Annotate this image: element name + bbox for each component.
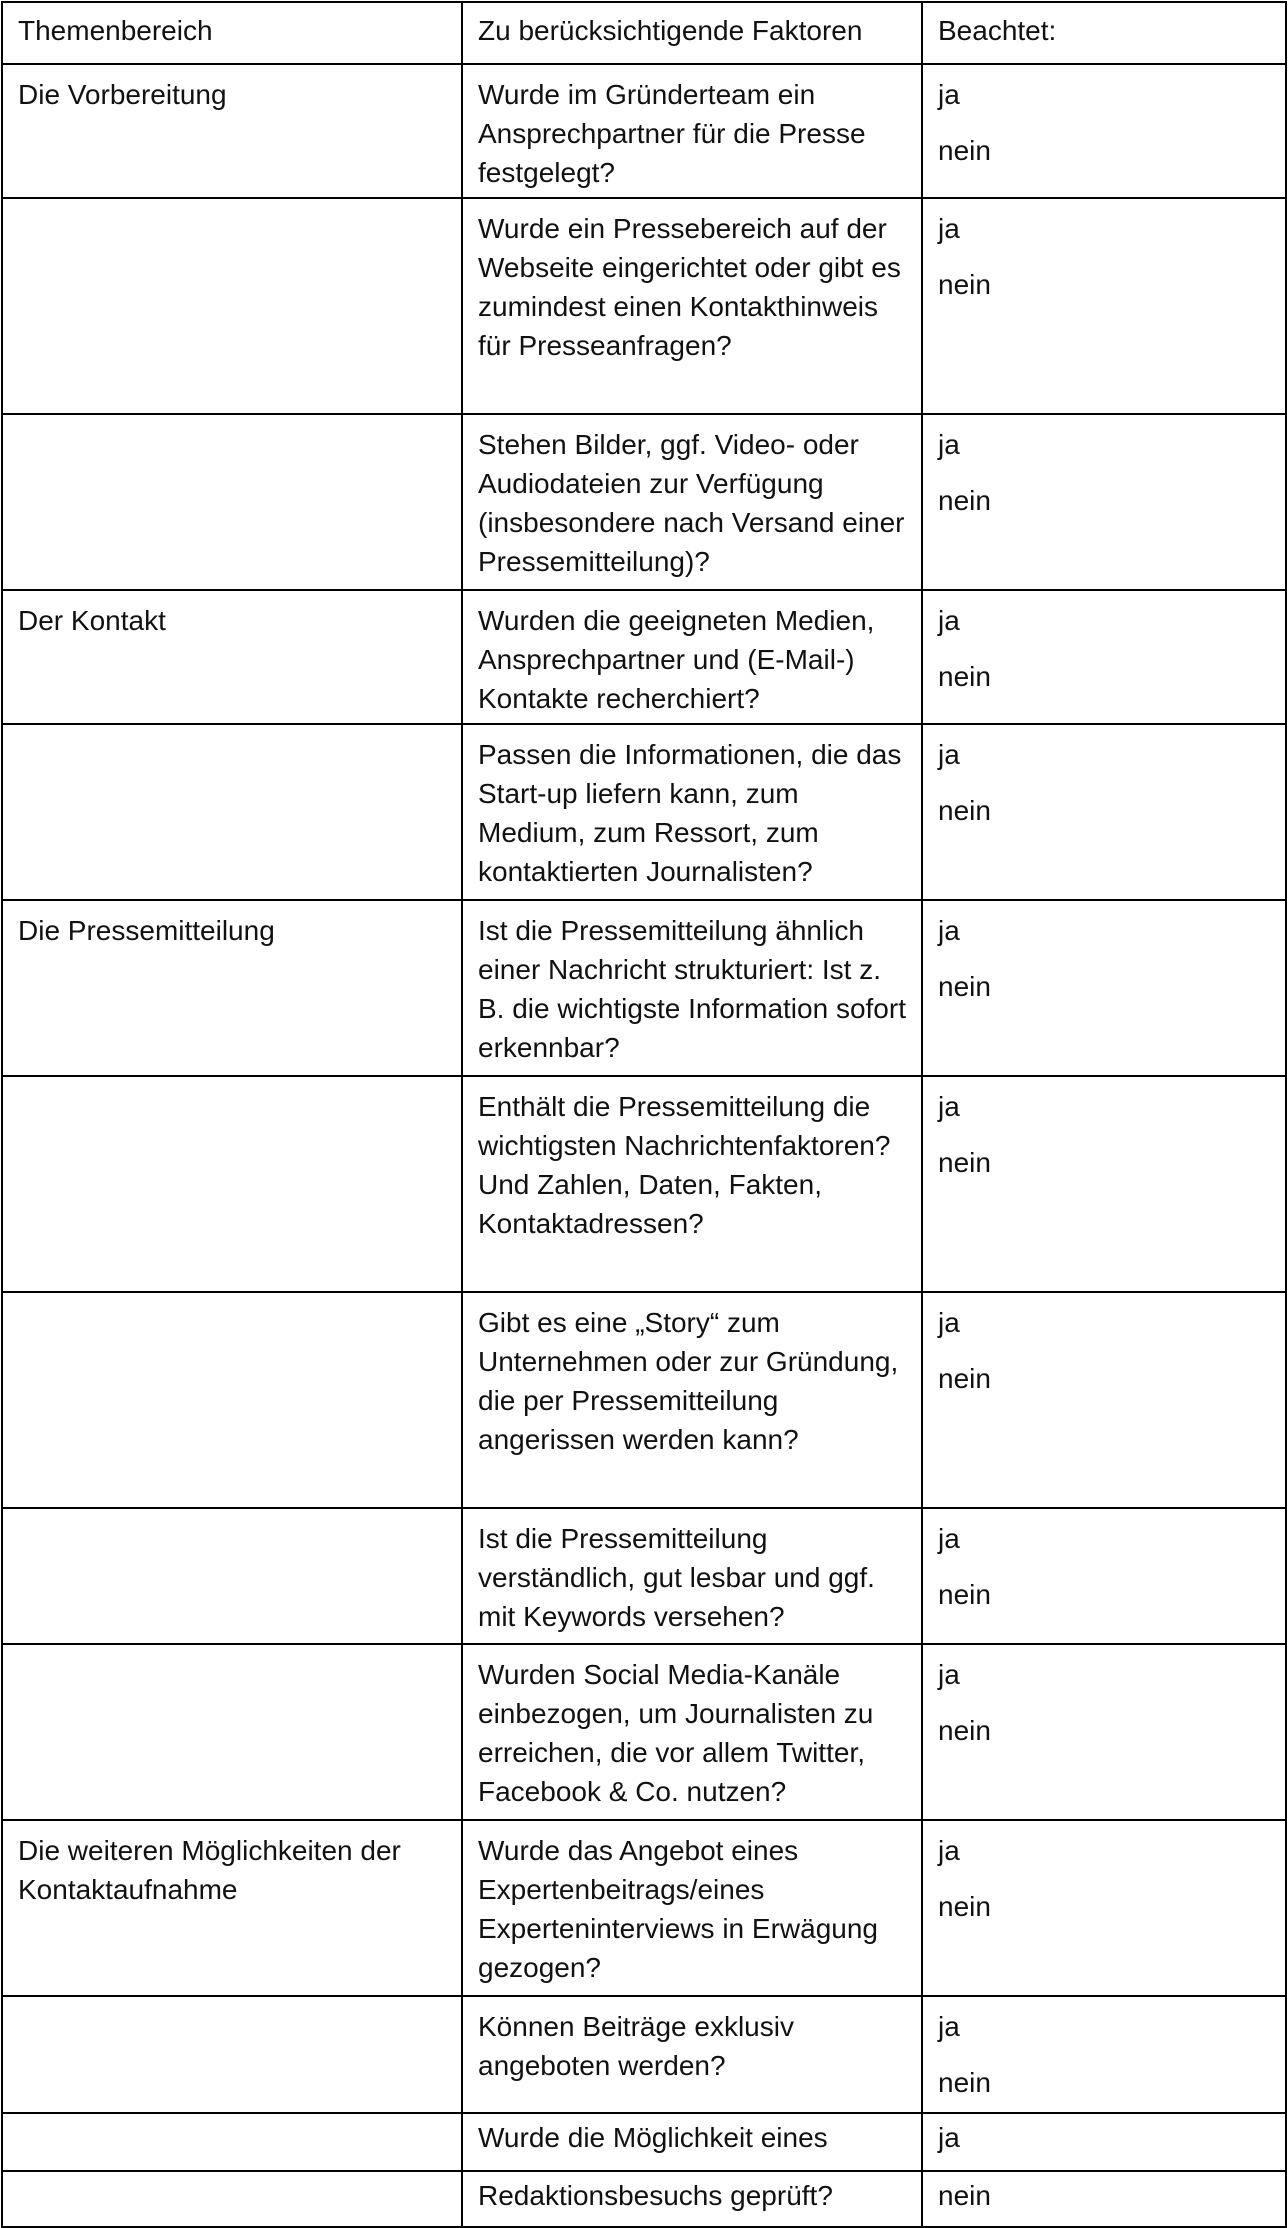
table-row bbox=[2, 900, 1286, 1076]
header-observed: Beachtet: bbox=[922, 2, 1286, 64]
factor-cell: Wurde ein Pressebereich auf der Webseite eingerichtet oder gibt es zumindest einen Kontakthinweis für Presseanfragen? bbox=[462, 198, 922, 414]
header-row bbox=[2, 2, 1286, 64]
factor-cell: Stehen Bilder, ggf. Video- oder Audiodateien zur Verfügung (insbesondere nach Versand einer Pressemitteilung)? bbox=[462, 414, 922, 590]
observed-cell bbox=[922, 1292, 1286, 1508]
factor-cell: Ist die Pressemitteilung ähnlich einer Nachricht strukturiert: Ist z. B. die wichtigste Information sofort erkennbar? bbox=[462, 900, 922, 1076]
option-no: nein bbox=[938, 1891, 991, 1922]
option-yes: ja bbox=[938, 1523, 960, 1554]
topic-cell bbox=[2, 1996, 462, 2113]
header-topic: Themenbereich bbox=[2, 2, 462, 64]
table-row bbox=[2, 198, 1286, 414]
option-no: nein bbox=[938, 485, 991, 516]
table-row bbox=[2, 64, 1286, 198]
observed-cell bbox=[922, 414, 1286, 590]
factor-cell: Enthält die Pressemitteilung die wichtigsten Nachrichtenfaktoren? Und Zahlen, Daten, Fakten, Kontaktadressen? bbox=[462, 1076, 922, 1292]
option-no: nein bbox=[938, 1147, 991, 1178]
topic-cell bbox=[2, 414, 462, 590]
observed-cell bbox=[922, 590, 1286, 724]
observed-cell bbox=[922, 1076, 1286, 1292]
press-checklist-table bbox=[1, 1, 1287, 2228]
table-row bbox=[2, 724, 1286, 900]
factor-cell: Wurden Social Media-Kanäle einbezogen, um Journalisten zu erreichen, die vor allem Twitter, Facebook & Co. nutzen? bbox=[462, 1644, 922, 1820]
header-factors: Zu berücksichtigende Faktoren bbox=[462, 2, 922, 64]
table-row bbox=[2, 1076, 1286, 1292]
option-yes: ja bbox=[938, 1307, 960, 1338]
observed-cell bbox=[922, 64, 1286, 198]
table-row bbox=[2, 414, 1286, 590]
topic-cell bbox=[2, 198, 462, 414]
table-row bbox=[2, 1644, 1286, 1820]
topic-cell bbox=[2, 1508, 462, 1644]
option-no: nein bbox=[938, 1363, 991, 1394]
observed-cell bbox=[922, 724, 1286, 900]
topic-cell bbox=[2, 1644, 462, 1820]
option-yes: ja bbox=[938, 79, 960, 110]
option-no: nein bbox=[938, 1579, 991, 1610]
table-row bbox=[2, 1508, 1286, 1644]
topic-cell bbox=[2, 724, 462, 900]
observed-cell bbox=[922, 1820, 1286, 1996]
table-row bbox=[2, 1292, 1286, 1508]
factor-cell: Wurden die geeigneten Medien, Ansprechpartner und (E-Mail-) Kontakte recherchiert? bbox=[462, 590, 922, 724]
table-row bbox=[2, 2171, 1286, 2227]
topic-cell bbox=[2, 1076, 462, 1292]
factor-cell: Wurde das Angebot eines Expertenbeitrags/eines Experteninterviews in Erwägung gezogen? bbox=[462, 1820, 922, 1996]
option-yes: ja bbox=[938, 213, 960, 244]
topic-cell bbox=[2, 2113, 462, 2171]
table-row bbox=[2, 1996, 1286, 2113]
option-yes: ja bbox=[938, 605, 960, 636]
option-yes: ja bbox=[922, 2113, 1286, 2171]
option-no: nein bbox=[938, 971, 991, 1002]
observed-cell bbox=[922, 900, 1286, 1076]
topic-cell: Die Pressemitteilung bbox=[2, 900, 462, 1076]
factor-cell: Wurde die Möglichkeit eines bbox=[462, 2113, 922, 2171]
option-no: nein bbox=[938, 795, 991, 826]
observed-cell bbox=[922, 1508, 1286, 1644]
topic-cell: Der Kontakt bbox=[2, 590, 462, 724]
table-row bbox=[2, 1820, 1286, 1996]
table-row bbox=[2, 590, 1286, 724]
topic-cell: Die weiteren Möglichkeiten der Kontaktaufnahme bbox=[2, 1820, 462, 1996]
topic-cell: Die Vorbereitung bbox=[2, 64, 462, 198]
table-row bbox=[2, 2113, 1286, 2171]
observed-cell bbox=[922, 1996, 1286, 2113]
topic-cell bbox=[2, 1292, 462, 1508]
option-no: nein bbox=[938, 661, 991, 692]
topic-cell bbox=[2, 2171, 462, 2227]
option-yes: ja bbox=[938, 739, 960, 770]
option-no: nein bbox=[938, 2067, 991, 2098]
observed-cell bbox=[922, 1644, 1286, 1820]
observed-cell bbox=[922, 198, 1286, 414]
option-yes: ja bbox=[938, 2011, 960, 2042]
option-yes: ja bbox=[938, 915, 960, 946]
option-no: nein bbox=[938, 135, 991, 166]
factor-cell: Gibt es eine „Story“ zum Unternehmen oder zur Gründung, die per Pressemitteilung angerissen werden kann? bbox=[462, 1292, 922, 1508]
factor-cell: Ist die Pressemitteilung verständlich, gut lesbar und ggf. mit Keywords versehen? bbox=[462, 1508, 922, 1644]
option-yes: ja bbox=[938, 429, 960, 460]
option-no: nein bbox=[938, 1715, 991, 1746]
option-no: nein bbox=[922, 2171, 1286, 2227]
option-yes: ja bbox=[938, 1835, 960, 1866]
factor-cell: Redaktionsbesuchs geprüft? bbox=[462, 2171, 922, 2227]
option-yes: ja bbox=[938, 1091, 960, 1122]
option-no: nein bbox=[938, 269, 991, 300]
factor-cell: Können Beiträge exklusiv angeboten werden? bbox=[462, 1996, 922, 2113]
factor-cell: Passen die Informationen, die das Start-up liefern kann, zum Medium, zum Ressort, zum kontaktierten Journalisten? bbox=[462, 724, 922, 900]
option-yes: ja bbox=[938, 1659, 960, 1690]
factor-cell: Wurde im Gründerteam ein Ansprechpartner für die Presse festgelegt? bbox=[462, 64, 922, 198]
